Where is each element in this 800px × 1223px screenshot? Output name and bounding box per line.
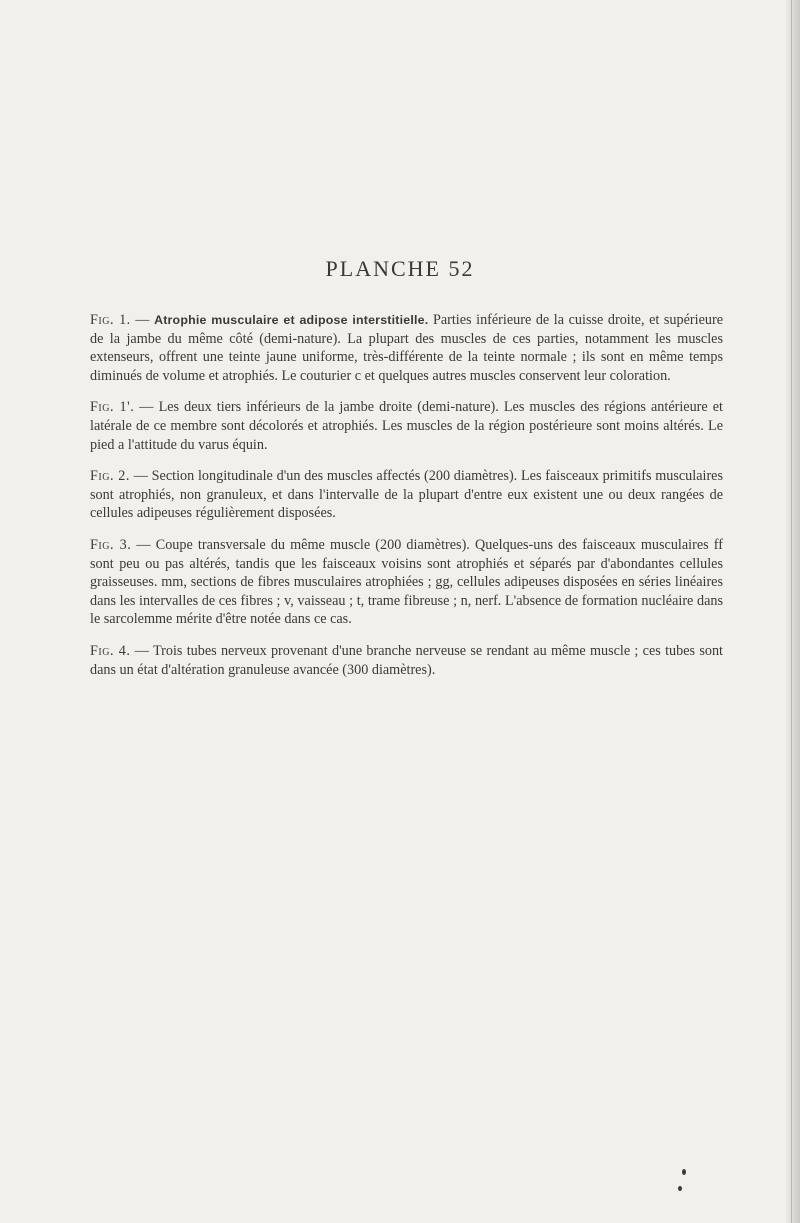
figure-label: Fig. 2. (90, 468, 130, 485)
page-edge-line (791, 0, 792, 1223)
figure-title: Atrophie musculaire et adipose interstitielle. (154, 313, 429, 327)
figure-text: Les deux tiers inférieurs de la jambe droite (demi-nature). Les muscles des régions antérieure et latérale de ce membre sont décolorés et atrophiés. Les muscles de la région postérieure sont moins altérés. Le pied a l'attitude du varus équin. (90, 399, 724, 453)
figure-label: Fig. 4. (90, 642, 131, 659)
figure-text: Trois tubes nerveux provenant d'une branche nerveuse se rendant au même muscle ; ces tubes sont dans un état d'altération granuleuse avancée (300 diamètres). (90, 642, 723, 678)
plate-title: PLANCHE 52 (325, 256, 475, 281)
separator: — (130, 642, 153, 659)
figure-label: Fig. 1'. (90, 399, 135, 416)
figure-caption-2 (90, 467, 723, 523)
figure-caption-1-prime (90, 398, 723, 454)
page-edge (786, 0, 800, 1223)
figure-label: Fig. 1. (90, 312, 131, 328)
figure-captions (90, 311, 723, 692)
paper-speck (682, 1169, 686, 1175)
figure-text: Section longitudinale d'un des muscles affectés (200 diamètres). Les faisceaux primitifs musculaires sont atrophiés, non granuleux, et dans l'intervalle de la plupart d'entre eux existent une ou deux rangées de cellules adipeuses régulièrement disposées. (90, 468, 724, 522)
separator: — (129, 468, 152, 485)
separator: — (134, 399, 159, 416)
figure-label: Fig. 3. (90, 536, 132, 553)
paper-speck (678, 1186, 682, 1191)
figure-text: Coupe transversale du même muscle (200 diamètres). Quelques-uns des faisceaux musculaires ff sont peu ou pas altérés, tandis que les faisceaux voisins sont atrophiés et séparés par d'abondantes cellules graisseuses. mm, sections de fibres musculaires atrophiées ; gg, cellules adipeuses disposées en séries linéaires dans les intervalles de ces fibres ; v, vaisseau ; t, trame fibreuse ; n, nerf. L'absence de formation nucléaire dans le sarcolemme mérite d'être notée dans ce cas. (90, 536, 723, 628)
separator: — (130, 312, 155, 328)
figure-caption-1 (90, 311, 723, 385)
figure-caption-3 (90, 536, 723, 629)
figure-caption-4 (90, 642, 723, 679)
separator: — (131, 536, 156, 553)
figure-text: Parties inférieure de la cuisse droite, et supérieure de la jambe du même côté (demi-nature). La plupart des muscles de ces parties, notamment les muscles extenseurs, offrent une teinte jaune uniforme, très-différente de la teinte normale ; ils sont en même temps diminués de volume et atrophiés. Le couturier c et quelques autres muscles conservent leur coloration. (90, 312, 723, 384)
